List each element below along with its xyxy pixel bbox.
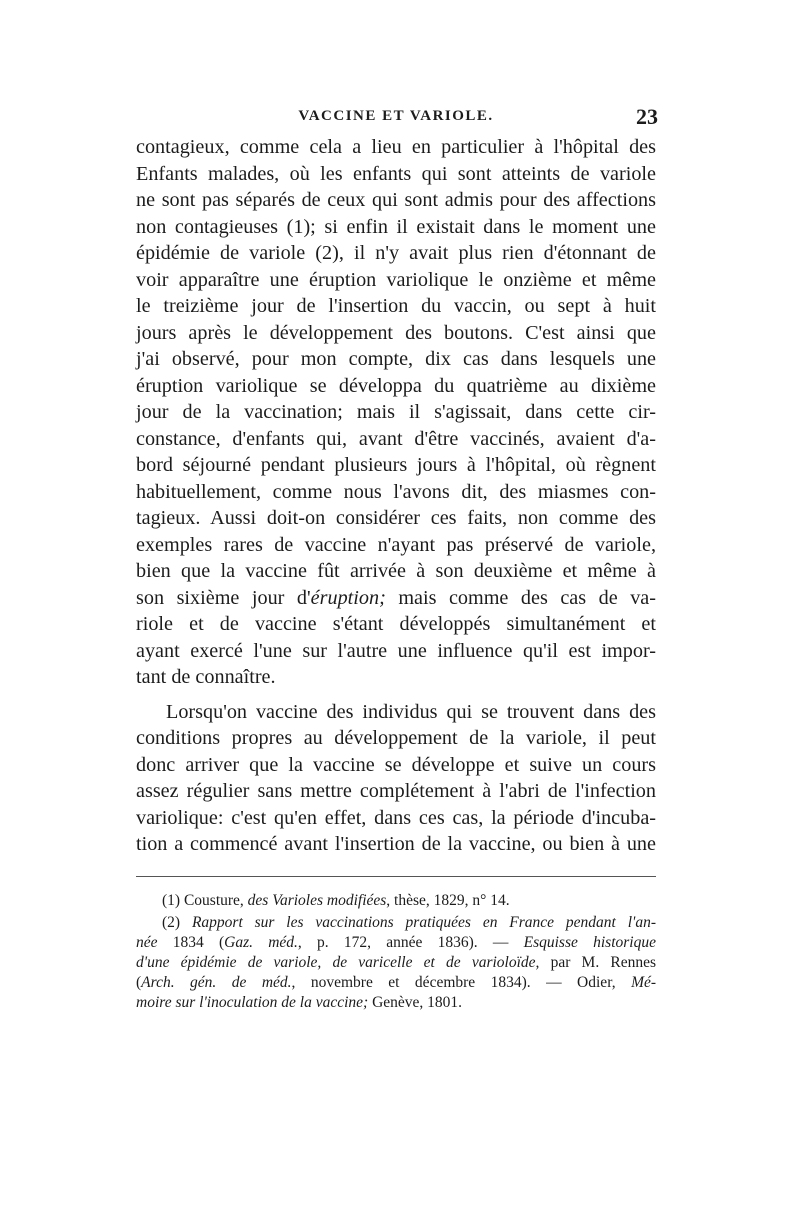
text-line: jour de la vaccination; mais il s'agissait, dans cette cir- <box>136 401 656 423</box>
text-segment: 1834 ( <box>157 933 225 951</box>
footnote-line <box>136 973 656 993</box>
text-segment: Cousture, <box>180 891 248 909</box>
text-segment: par M. Rennes <box>539 953 656 971</box>
footnote-1 <box>136 891 656 911</box>
text-line: ne sont pas séparés de ceux qui sont admis pour des affections <box>136 189 656 211</box>
italic-segment: Rapport sur les vaccinations pratiquées en France pendant l'an- <box>191 913 656 931</box>
book-page <box>136 104 656 1013</box>
italic-segment: née <box>136 933 158 951</box>
footnote-2 <box>136 913 656 1013</box>
text-segment: ( <box>136 973 142 991</box>
italic-segment: Esquisse historique <box>523 933 656 951</box>
text-line-with-italic <box>136 585 656 612</box>
text-line: non contagieuses (1); si enfin il existait dans le moment une <box>136 215 656 238</box>
text-line: assez régulier sans mettre complétement à l'abri de l'infection <box>136 780 656 802</box>
text-line: exemples rares de vaccine n'ayant pas préservé de variole, <box>136 533 656 556</box>
italic-segment: Arch. gén. de méd. <box>141 973 292 991</box>
text-line: le treizième jour de l'insertion du vaccin, ou sept à huit <box>136 295 656 317</box>
text-line: j'ai observé, pour mon compte, dix cas dans lesquels une <box>136 348 656 370</box>
text-line: contagieux, comme cela a lieu en particulier à l'hôpital des <box>136 136 656 158</box>
text-line: habituellement, comme nous l'avons dit, des miasmes con- <box>136 480 656 503</box>
footnote-marker: (2) <box>162 913 181 931</box>
text-line: donc arriver que la vaccine se développe et suive un cours <box>136 753 656 776</box>
text-line: éruption variolique se développa du quatrième au dixième <box>136 374 656 397</box>
footnote-line <box>136 891 656 911</box>
running-title: VACCINE ET VARIOLE. <box>298 108 494 124</box>
footnote-line <box>136 913 656 933</box>
text-line: bord séjourné pendant plusieurs jours à l'hôpital, où règnent <box>136 454 656 476</box>
text-segment: Genève, 1801. <box>368 993 463 1011</box>
text-line: variolique: c'est qu'en effet, dans ces cas, la période d'incuba- <box>136 806 656 829</box>
text-line: voir apparaître une éruption variolique le onzième et même <box>136 268 656 291</box>
text-line: ayant exercé l'une sur l'autre une influence qu'il est impor- <box>136 639 656 662</box>
text-segment: , novembre et décembre 1834). — Odier, <box>291 973 632 991</box>
italic-segment: d'une épidémie de variole, de varicelle et de varioloïde, <box>136 953 540 971</box>
text-segment: mais comme des cas de va- <box>385 586 656 609</box>
italic-segment: moire sur l'inoculation de la vaccine; <box>136 993 369 1011</box>
footnote-rule <box>136 876 656 877</box>
footnote-line <box>136 993 656 1013</box>
italic-segment: des Varioles modifiées <box>247 891 387 909</box>
running-head <box>136 104 656 134</box>
text-line: épidémie de variole (2), il n'y avait plus rien d'étonnant de <box>136 242 656 264</box>
italic-segment: éruption; <box>310 586 386 609</box>
italic-segment: Gaz. méd. <box>224 933 298 951</box>
page-number: 23 <box>636 104 658 129</box>
text-line: conditions propres au développement de la variole, il peut <box>136 727 656 749</box>
paragraph-2 <box>136 699 656 858</box>
footnote-marker: (1) <box>162 891 181 909</box>
footnote-line <box>136 953 656 973</box>
text-segment: , thèse, 1829, n° 14. <box>386 891 510 909</box>
text-line: Lorsqu'on vaccine des individus qui se trouvent dans des <box>166 700 656 723</box>
text-line: constance, d'enfants qui, avant d'être vaccinés, avaient d'a- <box>136 427 656 450</box>
text-line: tagieux. Aussi doit-on considérer ces faits, non comme des <box>136 507 656 529</box>
text-line: bien que la vaccine fût arrivée à son deuxième et même à <box>136 560 656 582</box>
text-line: tant de connaître. <box>136 666 276 688</box>
footnotes <box>136 891 656 1013</box>
text-segment: , p. 172, année 1836). — <box>297 933 524 951</box>
body-text <box>136 134 656 858</box>
footnote-line <box>136 933 656 953</box>
text-line: Enfants malades, où les enfants qui sont atteints de variole <box>136 162 656 185</box>
text-line: jours après le développement des boutons. C'est ainsi que <box>136 321 656 344</box>
text-segment: son sixième jour d' <box>136 586 311 609</box>
paragraph-1 <box>136 134 656 691</box>
text-line: tion a commencé avant l'insertion de la vaccine, ou bien à une <box>136 833 656 855</box>
text-line: riole et de vaccine s'étant développés simultanément et <box>136 613 656 635</box>
italic-segment: Mé- <box>631 973 657 991</box>
